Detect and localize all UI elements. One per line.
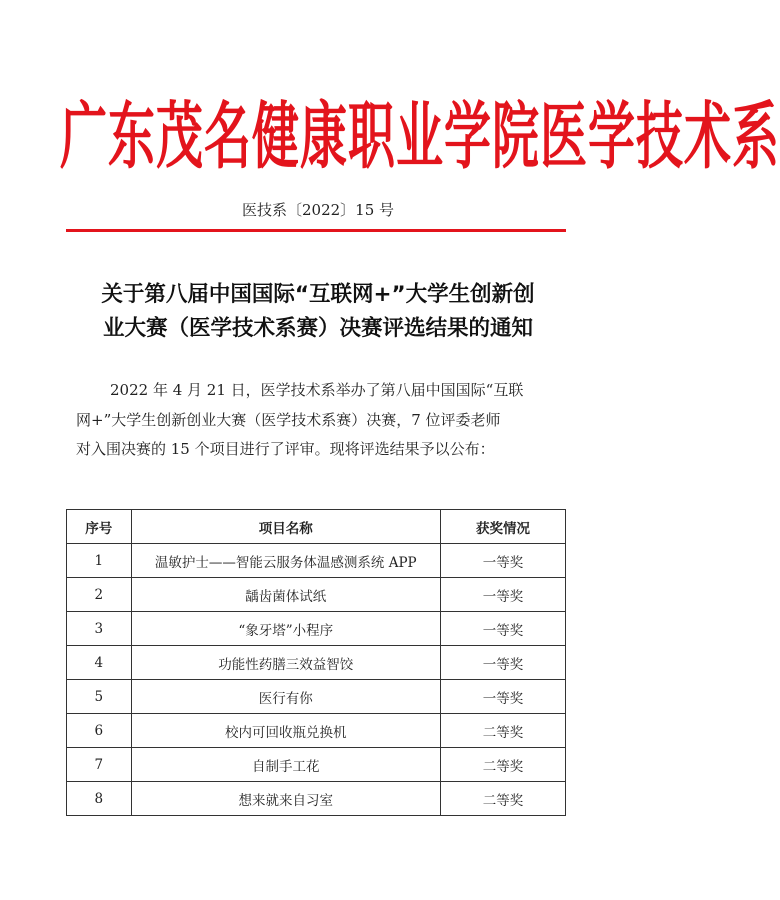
row-award: 一等奖 <box>441 578 566 612</box>
body-line: 对入围决赛的 15 个项目进行了评审。现将评选结果予以公布： <box>76 440 495 458</box>
results-table <box>66 509 566 816</box>
organization-header: 广东茂名健康职业学院医学技术系 <box>60 94 780 180</box>
header-cell-number: 序号 <box>67 510 132 544</box>
document-number: 医技系〔2022〕15 号 <box>241 201 395 219</box>
notice-body <box>76 376 566 465</box>
row-award: 二等奖 <box>441 714 566 748</box>
row-number: 5 <box>67 680 132 714</box>
table-row <box>67 578 566 612</box>
row-award: 一等奖 <box>441 646 566 680</box>
row-project-name: 医行有你 <box>131 680 440 714</box>
table-row <box>67 680 566 714</box>
body-line: 网+”大学生创新创业大赛（医学技术系赛）决赛，7 位评委老师 <box>76 410 501 429</box>
row-number: 8 <box>67 782 132 816</box>
notice-title-line: 关于第八届中国国际“互联网+”大学生创新创 <box>101 282 535 307</box>
table-row <box>67 748 566 782</box>
row-number: 6 <box>67 714 132 748</box>
row-project-name: 温敏护士——智能云服务体温感测系统 APP <box>131 544 440 578</box>
row-award: 一等奖 <box>441 544 566 578</box>
notice-title <box>66 278 570 346</box>
row-project-name: 功能性药膳三效益智饺 <box>131 646 440 680</box>
row-project-name: “象牙塔”小程序 <box>131 612 440 646</box>
row-project-name: 龋齿菌体试纸 <box>131 578 440 612</box>
table-row <box>67 544 566 578</box>
body-line: 2022 年 4 月 21 日，医学技术系举办了第八届中国国际“互联 <box>110 381 524 399</box>
table-row <box>67 782 566 816</box>
row-number: 3 <box>67 612 132 646</box>
row-number: 7 <box>67 748 132 782</box>
row-project-name: 自制手工花 <box>131 748 440 782</box>
row-award: 二等奖 <box>441 782 566 816</box>
header-divider <box>66 229 566 232</box>
row-number: 2 <box>67 578 132 612</box>
row-project-name: 校内可回收瓶兑换机 <box>131 714 440 748</box>
row-number: 1 <box>67 544 132 578</box>
table-row <box>67 612 566 646</box>
row-project-name: 想来就来自习室 <box>131 782 440 816</box>
table-row <box>67 646 566 680</box>
header-cell-project-name: 项目名称 <box>131 510 440 544</box>
row-number: 4 <box>67 646 132 680</box>
notice-title-line: 业大赛（医学技术系赛）决赛评选结果的通知 <box>102 316 533 341</box>
row-award: 一等奖 <box>441 612 566 646</box>
row-award: 二等奖 <box>441 748 566 782</box>
row-award: 一等奖 <box>441 680 566 714</box>
header-cell-award: 获奖情况 <box>441 510 566 544</box>
table-header-row <box>67 510 566 544</box>
table-row <box>67 714 566 748</box>
